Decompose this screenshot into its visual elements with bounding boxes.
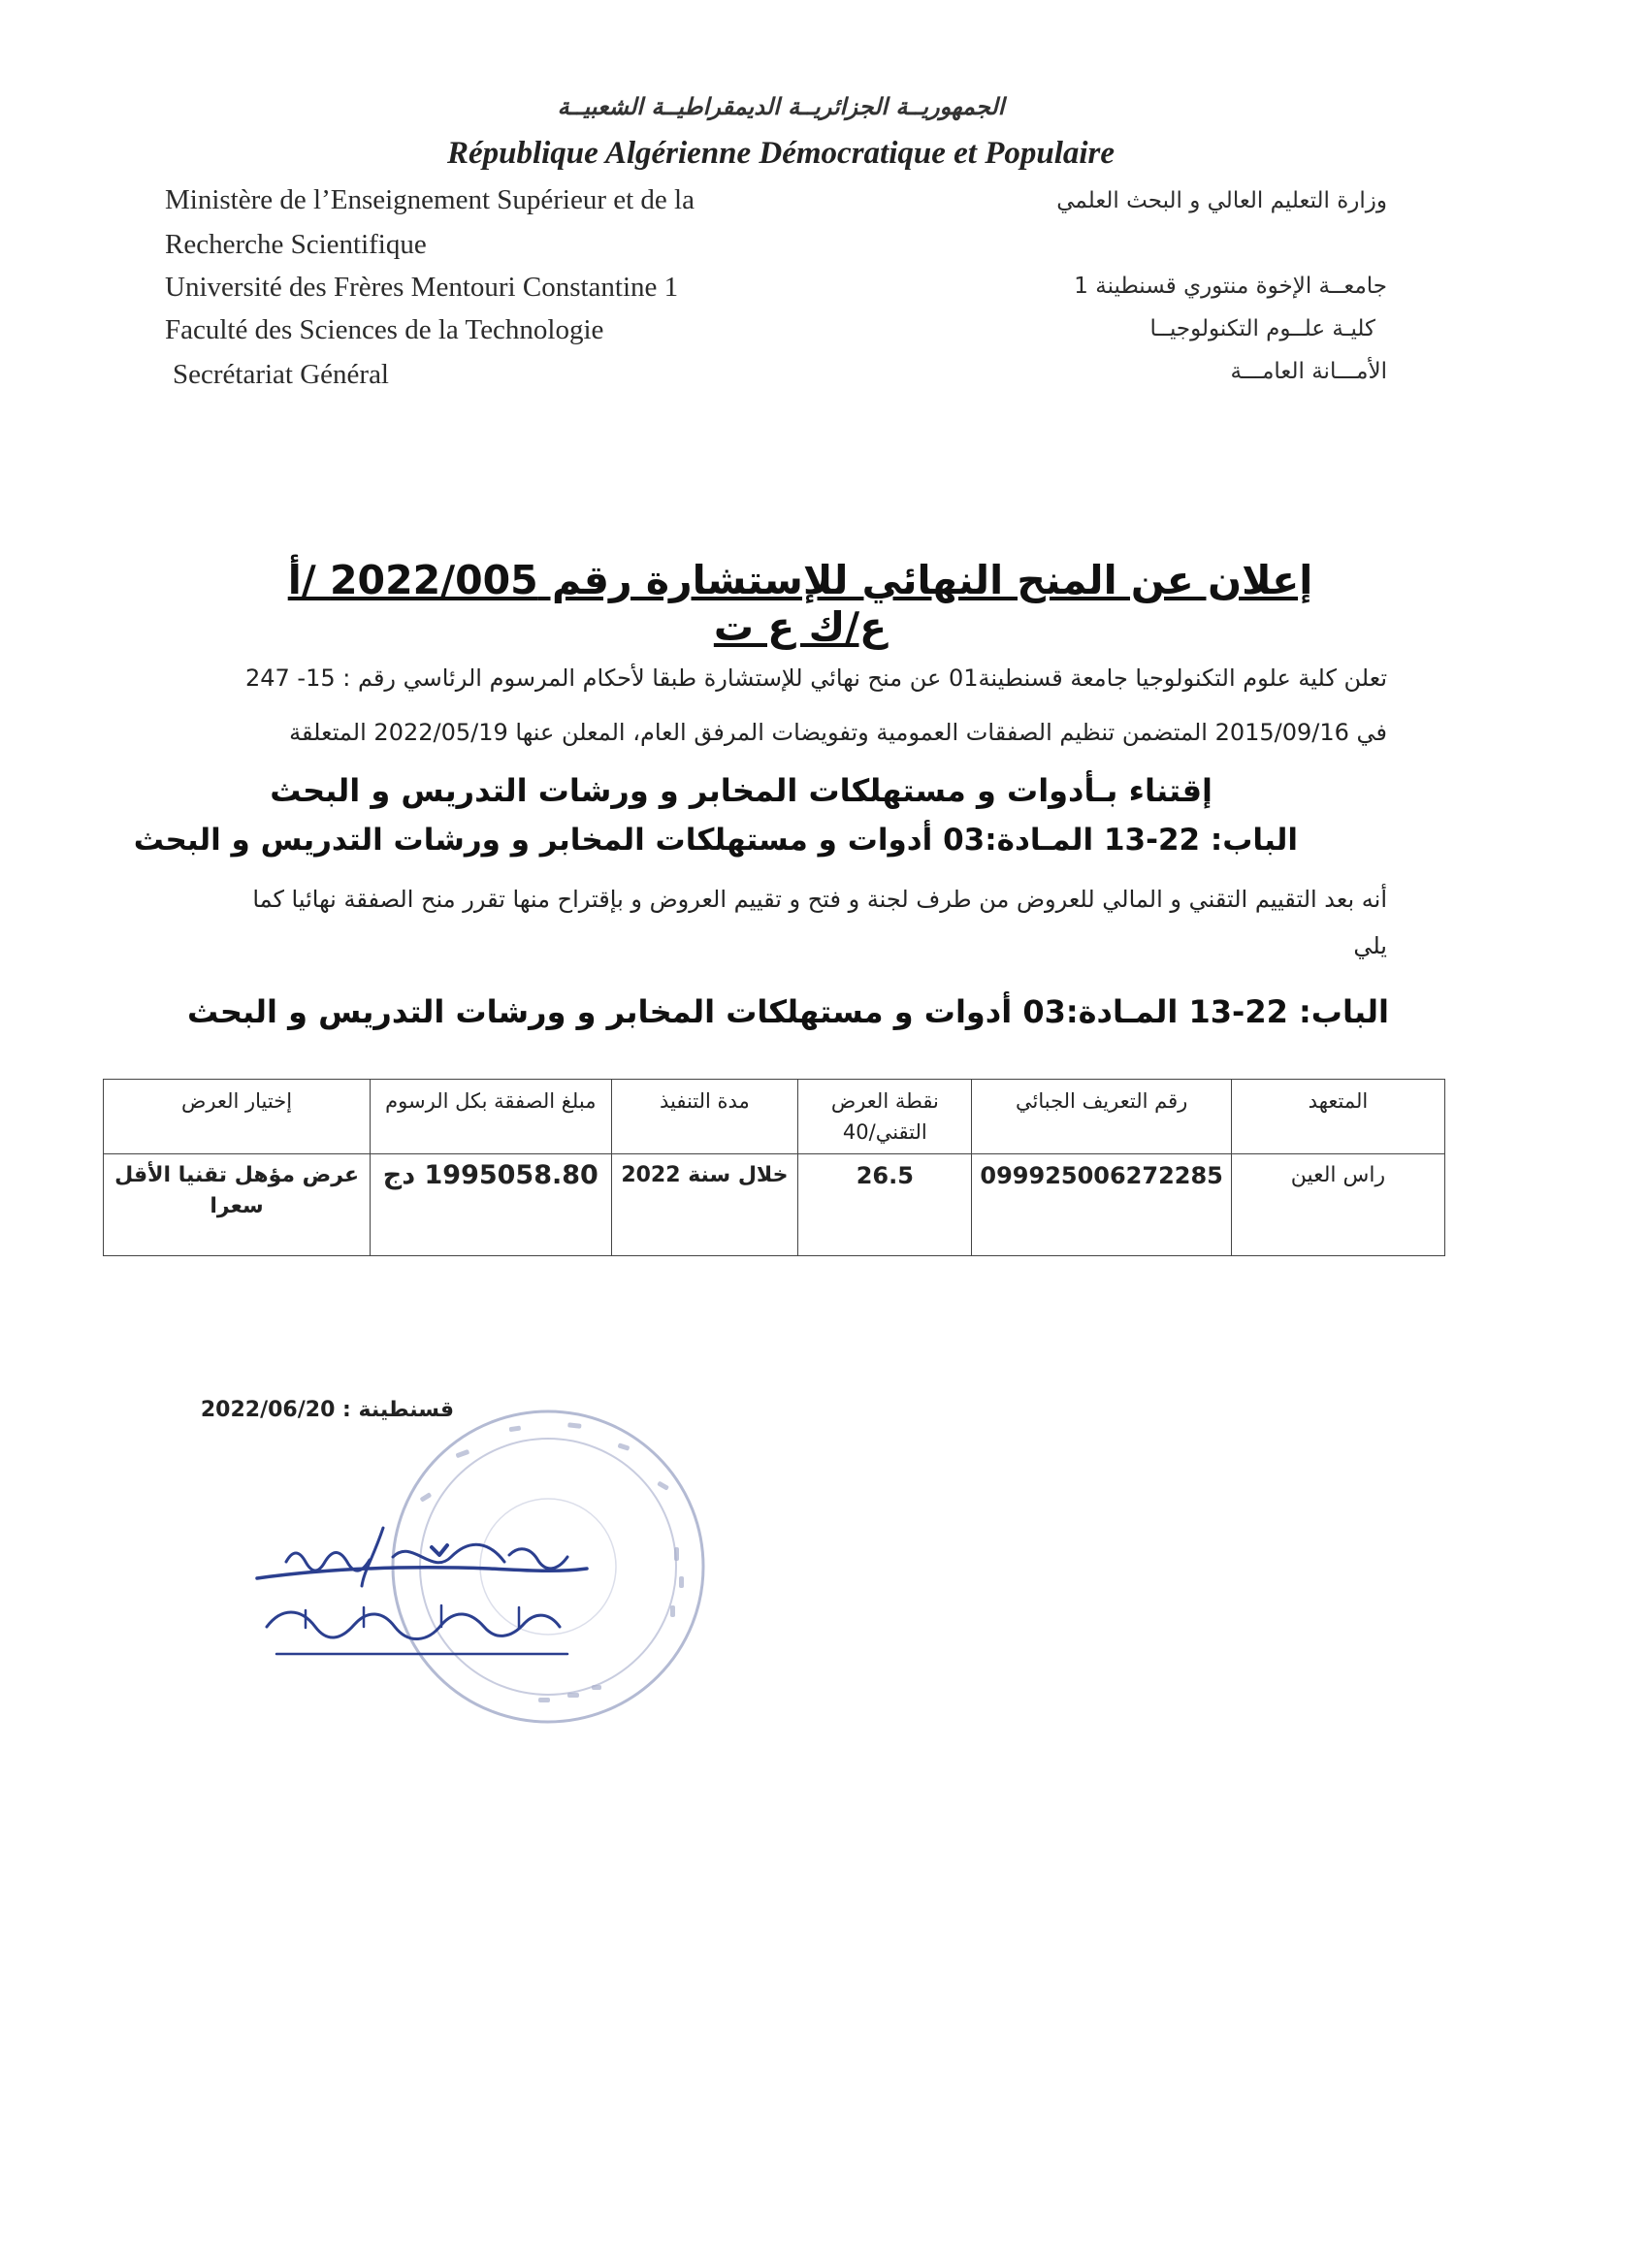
- col-header-duration: مدة التنفيذ: [611, 1080, 798, 1154]
- cell-selection: عرض مؤهل تقنيا الأقل سعرا: [104, 1154, 371, 1256]
- header-fr-faculty: Faculté des Sciences de la Technologie: [165, 314, 604, 345]
- intro-line-1: تعلن كلية علوم التكنولوجيا جامعة قسنطينة01 عن منح نهائي للإستشارة طبقا لأحكام المرسوم الرئاسي رقم : 15- 247: [244, 664, 1387, 692]
- chapter-line: الباب: 22-13 المـادة:03 أدوات و مستهلكات المخابر و ورشات التدريس و البحث: [133, 823, 1298, 858]
- evaluation-line-1: أنه بعد التقييم التقني و المالي للعروض من طرف لجنة و فتح و تقييم العروض و بإقتراح منها تقرر منح الصفقة نهائيا كما: [252, 886, 1387, 913]
- dean-signature-icon: [247, 1518, 616, 1683]
- header-ar-university: جامعــة الإخوة منتوري قسنطينة 1: [1074, 274, 1387, 299]
- cell-bidder: راس العين: [1231, 1154, 1444, 1256]
- header-ar-faculty: كليـة علــوم التكنولوجيــا: [1149, 316, 1375, 341]
- table-row: [104, 1154, 1445, 1256]
- intro-line-2: في 2015/09/16 المتضمن تنظيم الصفقات العمومية وتفويضات المرفق العام، المعلن عنها 2022/05/19 المتعلقة: [289, 719, 1387, 746]
- award-table: [103, 1079, 1445, 1256]
- cell-tax-id: 099925006272285: [972, 1154, 1232, 1256]
- chapter-line-repeat: الباب: 22-13 المـادة:03 أدوات و مستهلكات المخابر و ورشات التدريس و البحث: [187, 993, 1389, 1030]
- col-header-amount: مبلغ الصفقة بكل الرسوم: [371, 1080, 612, 1154]
- announcement-title: إعلان عن المنح النهائي للإستشارة رقم 2022/005 /أ ع/ك ع ت: [287, 557, 1313, 650]
- header-fr-secretariat: Secrétariat Général: [173, 359, 389, 390]
- col-header-bidder: المتعهد: [1231, 1080, 1444, 1154]
- cell-amount: 1995058.80 دج: [371, 1154, 612, 1256]
- evaluation-line-2: يلي: [1353, 932, 1387, 959]
- header-fr-research: Recherche Scientifique: [165, 229, 427, 260]
- header-fr-ministry: Ministère de l’Enseignement Supérieur et de la: [165, 184, 695, 215]
- subject-heading: إقتناء بـأدوات و مستهلكات المخابر و ورشات التدريس و البحث: [270, 772, 1212, 809]
- col-header-selection: إختيار العرض: [104, 1080, 371, 1154]
- republic-name-arabic: الجمهوريــة الجزائريــة الديمقراطيــة الشعبيــة: [557, 93, 1005, 120]
- republic-name-french: République Algérienne Démocratique et Populaire: [446, 136, 1116, 171]
- col-header-tax-id: رقم التعريف الجبائي: [972, 1080, 1232, 1154]
- col-header-technical-score: نقطة العرض التقني/40: [798, 1080, 972, 1154]
- cell-duration: خلال سنة 2022: [611, 1154, 798, 1256]
- table-header-row: [104, 1080, 1445, 1154]
- cell-technical-score: 26.5: [798, 1154, 972, 1256]
- header-fr-university: Université des Frères Mentouri Constantine 1: [165, 272, 679, 303]
- header-ar-ministry: وزارة التعليم العالي و البحث العلمي: [1056, 188, 1387, 213]
- header-ar-secretariat: الأمـــانة العامـــة: [1230, 359, 1387, 384]
- place-and-date: قسنطينة : 2022/06/20: [200, 1398, 454, 1422]
